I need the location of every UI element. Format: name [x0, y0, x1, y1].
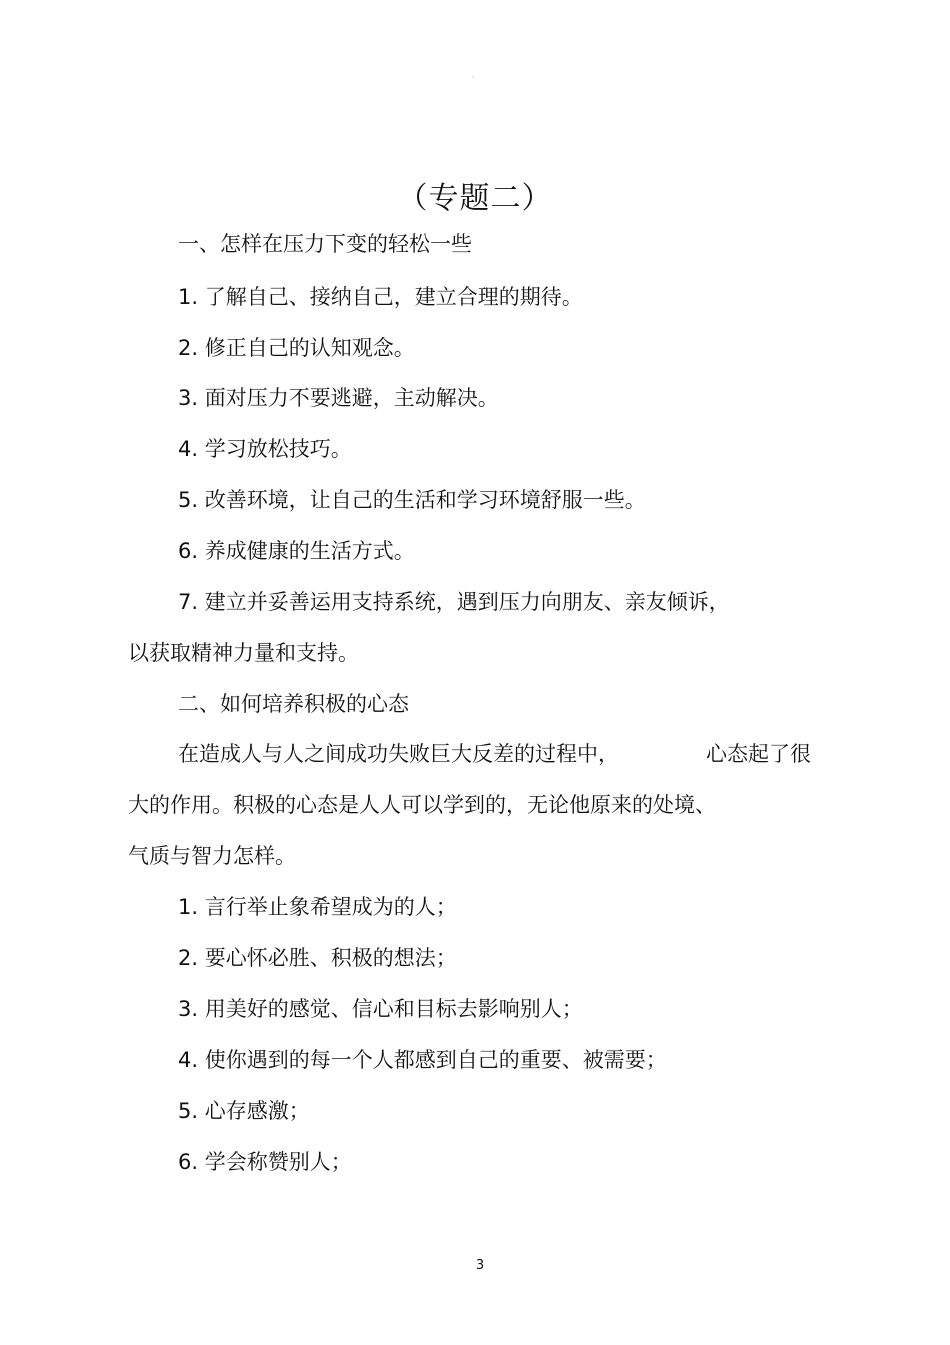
section-2-item-2: 2. 要心怀必胜、积极的想法； [178, 946, 457, 970]
section-1-item-1: 1. 了解自己、接纳自己，建立合理的期待。 [178, 285, 583, 309]
section-2-item-6: 6. 学会称赞别人； [178, 1150, 352, 1174]
section-1-heading: 一、怎样在压力下变的轻松一些 [178, 232, 472, 256]
section-1-item-7-continued: 以获取精神力量和支持。 [128, 641, 359, 665]
section-1-item-4: 4. 学习放松技巧。 [178, 437, 352, 461]
section-1-item-3: 3. 面对压力不要逃避，主动解决。 [178, 386, 499, 410]
section-2-heading: 二、如何培养积极的心态 [178, 692, 409, 716]
section-2-intro-line-1-end: 心态起了很 [706, 742, 811, 766]
section-2-intro-line-1: 在造成人与人之间成功失败巨大反差的过程中， [178, 742, 619, 766]
section-1-item-2: 2. 修正自己的认知观念。 [178, 336, 415, 360]
section-2-item-4: 4. 使你遇到的每一个人都感到自己的重要、被需要； [178, 1048, 667, 1072]
section-1-item-6: 6. 养成健康的生活方式。 [178, 539, 415, 563]
section-2-item-3: 3. 用美好的感觉、信心和目标去影响别人； [178, 997, 583, 1021]
section-2-intro-line-2: 大的作用。积极的心态是人人可以学到的，无论他原来的处境、 [128, 793, 716, 817]
section-1-item-5: 5. 改善环境，让自己的生活和学习环境舒服一些。 [178, 488, 646, 512]
section-1-item-7: 7. 建立并妥善运用支持系统，遇到压力向朋友、亲友倾诉， [178, 590, 730, 614]
page-number: 3 [475, 1258, 485, 1273]
section-2-item-5: 5. 心存感激； [178, 1099, 310, 1123]
header-mark: 。 [471, 72, 478, 79]
section-2-item-1: 1. 言行举止象希望成为的人； [178, 895, 457, 919]
page-title: （专题二） [397, 181, 553, 216]
section-2-intro-line-3: 气质与智力怎样。 [128, 844, 296, 868]
